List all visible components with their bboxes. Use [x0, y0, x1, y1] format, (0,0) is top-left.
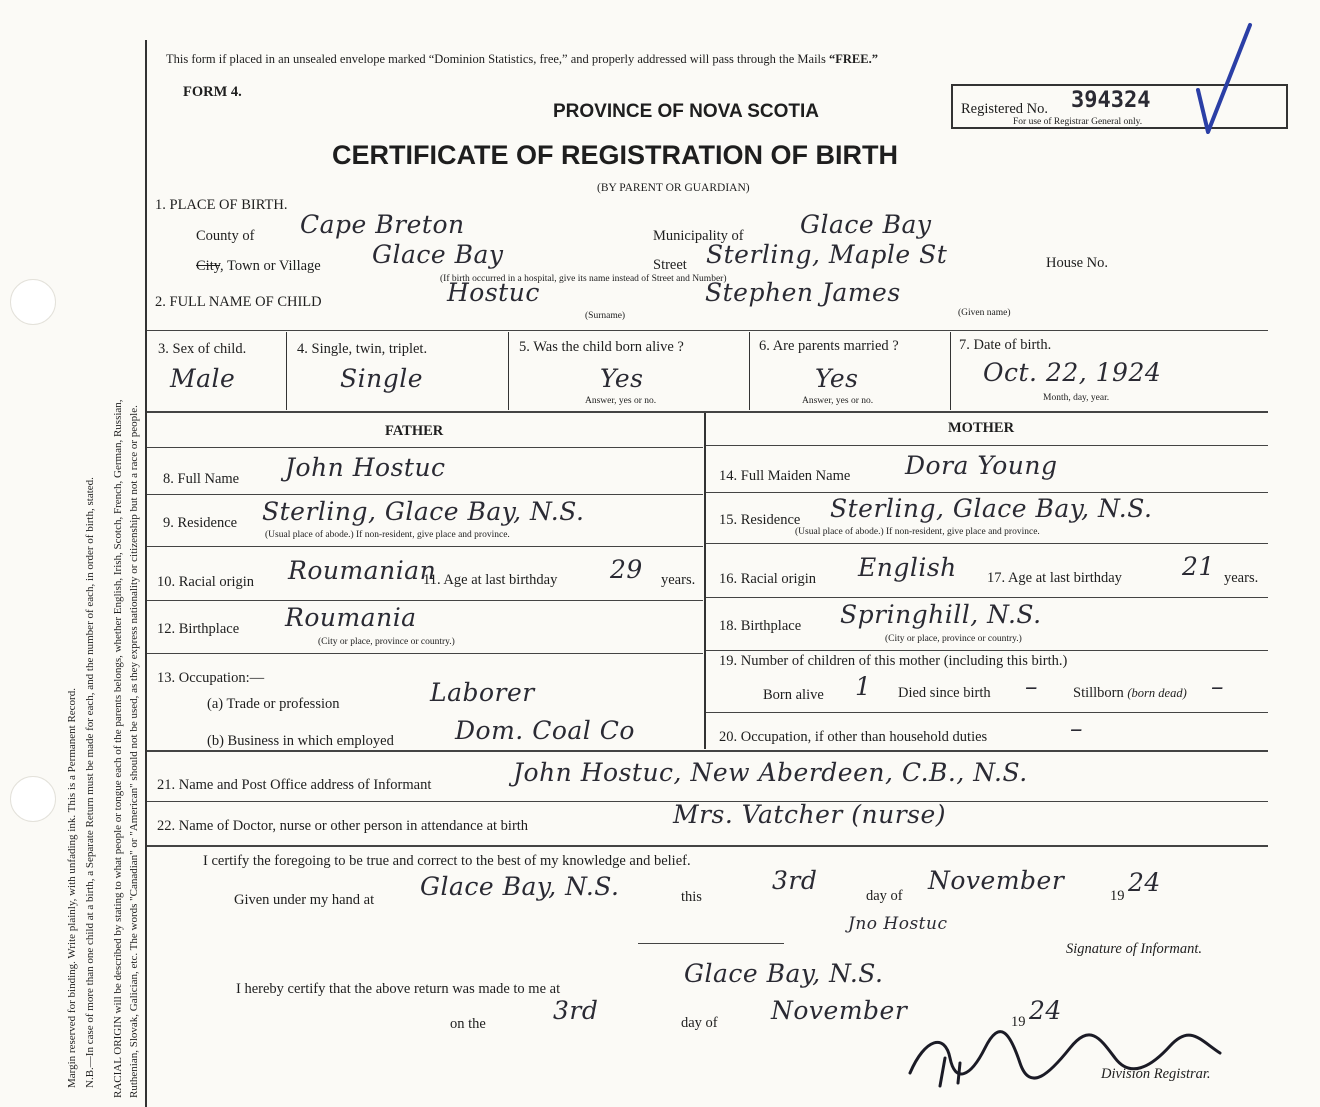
given-place: Glace Bay, N.S.	[420, 872, 620, 901]
sex-label: 3. Sex of child.	[158, 341, 247, 357]
mother-residence-value: Sterling, Glace Bay, N.S.	[830, 494, 1153, 523]
mail-notice: This form if placed in an unsealed envelope marked “Dominion Statistics, free,” and properly addressed will pass through the Mails “FREE.”	[166, 52, 878, 66]
father-residence-caption: (Usual place of abode.) If non-resident, give place and province.	[265, 530, 510, 540]
county-label: County of	[196, 228, 255, 244]
day-of-label: day of	[866, 888, 903, 904]
town-label	[196, 258, 321, 275]
registrar-statement: I hereby certify that the above return was made to me at	[236, 981, 561, 997]
informant-label: 21. Name and Post Office address of Informant	[157, 777, 432, 793]
town-label-strike: City	[196, 258, 221, 274]
left-frame-rule	[145, 40, 147, 1107]
father-trade-value: Laborer	[430, 678, 535, 707]
registrar-year-prefix: 19	[1011, 1014, 1026, 1030]
father-business-label: (b) Business in which employed	[207, 733, 394, 749]
mother-birthplace-caption: (City or place, province or country.)	[885, 634, 1022, 644]
registrar-place: Glace Bay, N.S.	[684, 959, 884, 988]
rule-row3-div4	[950, 332, 951, 410]
town-label-text: , Town or Village	[220, 258, 321, 274]
died-value: –	[1025, 672, 1038, 701]
rule-f1	[147, 447, 703, 448]
father-racial-value: Roumanian	[288, 556, 437, 585]
child-surname: Hostuc	[447, 278, 540, 307]
province-title: PROVINCE OF NOVA SCOTIA	[553, 101, 820, 122]
hospital-note: (If birth occurred in a hospital, give its name instead of Street and Number)	[440, 274, 727, 284]
on-the-label: on the	[450, 1016, 486, 1032]
mother-name-label: 14. Full Maiden Name	[719, 468, 851, 484]
rule-row3-div2	[508, 332, 509, 410]
father-birthplace-caption: (City or place, province or country.)	[318, 637, 455, 647]
child-name-label: 2. FULL NAME OF CHILD	[155, 294, 322, 310]
rule-parents-divider	[704, 413, 706, 749]
house-label: House No.	[1046, 255, 1109, 271]
certificate-title: CERTIFICATE OF REGISTRATION OF BIRTH	[332, 140, 898, 170]
surname-caption: (Surname)	[585, 311, 626, 321]
this-label: this	[681, 889, 702, 905]
side-note-racial-origin-cont: Ruthenian, Slovak, Galician, etc. The words "Canadian" or "American" should not be used, as they express nationality or citizenship but not a race or people.	[128, 405, 140, 1098]
side-note-binding: Margin reserved for binding. Write plainly, with unfading ink. This is a Permanent Record.	[66, 688, 78, 1088]
stillborn-note: (born dead)	[1127, 686, 1187, 700]
punch-hole-top	[10, 279, 56, 325]
registrar-note: For use of Registrar General only.	[1013, 117, 1143, 127]
mother-age-label: 17. Age at last birthday	[987, 570, 1122, 586]
father-residence-label: 9. Residence	[163, 515, 238, 531]
mother-years: years.	[1224, 570, 1259, 586]
rule-m1	[706, 445, 1268, 446]
place-heading: 1. PLACE OF BIRTH.	[155, 197, 288, 213]
father-name-label: 8. Full Name	[163, 471, 240, 487]
mother-occupation-value: –	[1070, 714, 1083, 743]
given-caption: (Given name)	[958, 308, 1011, 318]
municipality-label: Municipality of	[653, 228, 744, 244]
county-value: Cape Breton	[300, 210, 465, 239]
registrar-month: November	[771, 996, 908, 1025]
died-label: Died since birth	[898, 685, 991, 701]
given-label: Given under my hand at	[234, 892, 375, 908]
rule-cert-top	[147, 845, 1268, 847]
signature-caption: Signature of Informant.	[1066, 941, 1203, 957]
rule-informant-top	[147, 750, 1268, 752]
certify-statement: I certify the foregoing to be true and correct to the best of my knowledge and belief.	[203, 853, 691, 869]
mother-birthplace-label: 18. Birthplace	[719, 618, 802, 634]
mother-occupation-label: 20. Occupation, if other than household duties	[719, 729, 988, 745]
street-value: Sterling, Maple St	[706, 240, 948, 269]
married-caption: Answer, yes or no.	[802, 396, 874, 406]
mother-racial-label: 16. Racial origin	[719, 571, 817, 587]
mother-children-label: 19. Number of children of this mother (including this birth.)	[719, 653, 1068, 669]
stillborn-label-text: Stillborn	[1073, 685, 1124, 701]
father-occupation-label: 13. Occupation:—	[157, 670, 265, 686]
stillborn-value: –	[1211, 672, 1224, 701]
rule-m5	[706, 650, 1268, 651]
form-number: FORM 4.	[183, 84, 242, 100]
attendant-label: 22. Name of Doctor, nurse or other person in attendance at birth	[157, 818, 529, 834]
registered-label: Registered No.	[961, 101, 1048, 117]
given-day: 3rd	[772, 866, 818, 895]
mother-birthplace-value: Springhill, N.S.	[840, 600, 1042, 629]
father-business-value: Dom. Coal Co	[455, 716, 635, 745]
father-birthplace-value: Roumania	[285, 603, 417, 632]
married-label: 6. Are parents married ?	[759, 338, 899, 354]
rule-m6	[706, 712, 1268, 713]
mother-name-value: Dora Young	[905, 451, 1058, 480]
informant-value: John Hostuc, New Aberdeen, C.B., N.S.	[513, 758, 1028, 787]
rule-f5	[147, 653, 703, 654]
street-label: Street	[653, 257, 687, 273]
rule-row3-top	[147, 330, 1268, 331]
father-heading: FATHER	[385, 423, 444, 439]
rule-f3	[147, 546, 703, 547]
registrar-day: 3rd	[553, 996, 599, 1025]
sex-value: Male	[170, 364, 236, 393]
given-month: November	[928, 866, 1065, 895]
father-name-value: John Hostuc	[285, 453, 446, 482]
father-residence-value: Sterling, Glace Bay, N.S.	[262, 497, 585, 526]
rule-row3-div1	[286, 332, 287, 410]
rule-m2	[706, 492, 1268, 493]
mail-notice-free: “FREE.”	[829, 52, 878, 66]
given-year-prefix: 19	[1110, 888, 1125, 904]
father-age-value: 29	[610, 555, 643, 584]
town-value: Glace Bay	[372, 240, 504, 269]
mother-residence-label: 15. Residence	[719, 512, 801, 528]
mother-heading: MOTHER	[948, 420, 1015, 436]
stillborn-label	[1073, 685, 1187, 702]
registrar-year-suffix: 24	[1029, 996, 1062, 1025]
rule-row3-div3	[749, 332, 750, 410]
informant-signature: Jno Hostuc	[848, 914, 948, 934]
born-alive-label: Born alive	[763, 687, 824, 703]
rule-f2	[147, 494, 703, 495]
alive-value: Yes	[600, 364, 644, 393]
municipality-value: Glace Bay	[800, 210, 932, 239]
given-year-suffix: 24	[1128, 868, 1161, 897]
child-given-name: Stephen James	[705, 278, 901, 307]
dob-label: 7. Date of birth.	[959, 337, 1052, 353]
rule-f4	[147, 600, 703, 601]
mother-racial-value: English	[858, 553, 957, 582]
alive-caption: Answer, yes or no.	[585, 396, 657, 406]
dob-caption: Month, day, year.	[1043, 393, 1110, 403]
father-trade-label: (a) Trade or profession	[207, 696, 340, 712]
mother-age-value: 21	[1182, 552, 1215, 581]
alive-label: 5. Was the child born alive ?	[519, 339, 684, 355]
father-birthplace-label: 12. Birthplace	[157, 621, 240, 637]
side-note-multiple-births: N.B.—In case of more than one child at a birth, a Separate Return must be made for each, and the number of each, in order of birth, stated.	[84, 477, 96, 1088]
informant-signature-line	[638, 943, 784, 944]
plurality-value: Single	[340, 364, 424, 393]
certificate-subtitle: (BY PARENT OR GUARDIAN)	[597, 182, 750, 194]
punch-hole-bottom	[10, 776, 56, 822]
check-mark-icon	[1190, 20, 1260, 140]
side-note-racial-origin: RACIAL ORIGIN will be described by stating to what people or tongue each of the parents belongs, whether English, Irish, Scotch, French, German, Russian,	[112, 399, 124, 1098]
dob-value: Oct. 22, 1924	[983, 358, 1162, 387]
married-value: Yes	[815, 364, 859, 393]
registered-number: 394324	[1071, 88, 1151, 113]
plurality-label: 4. Single, twin, triplet.	[297, 341, 428, 357]
registrar-day-of: day of	[681, 1015, 718, 1031]
mother-residence-caption: (Usual place of abode.) If non-resident, give place and province.	[795, 527, 1040, 537]
registrar-caption: Division Registrar.	[1101, 1066, 1211, 1082]
father-racial-label: 10. Racial origin	[157, 574, 255, 590]
father-years: years.	[661, 572, 696, 588]
rule-m4	[706, 597, 1268, 598]
father-age-label: 11. Age at last birthday	[423, 572, 558, 588]
rule-parents-top	[147, 411, 1268, 413]
born-alive-value: 1	[855, 672, 872, 701]
rule-m3	[706, 543, 1268, 544]
attendant-value: Mrs. Vatcher (nurse)	[673, 800, 947, 829]
